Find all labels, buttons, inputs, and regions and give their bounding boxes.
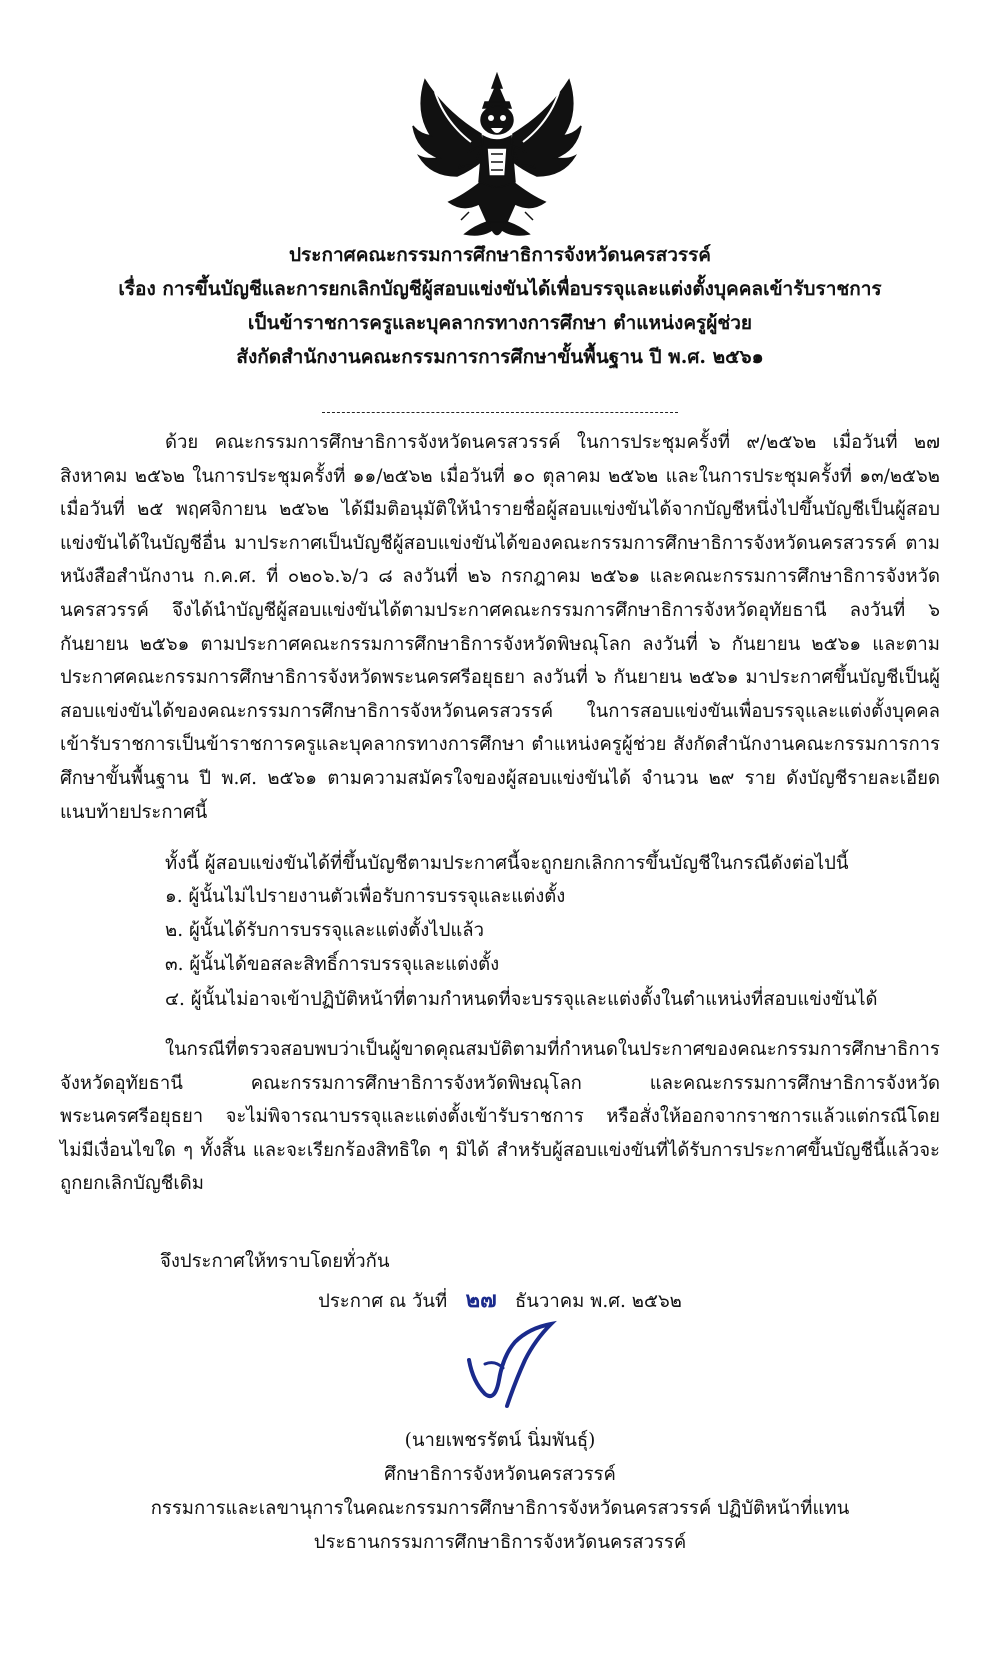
closing-text: จึงประกาศให้ทราบโดยทั่วกัน <box>160 1251 390 1272</box>
header-subject-line2: เป็นข้าราชการครูและบุคลากรทางการศึกษา ตำแหน่งครูผู้ช่วย <box>247 312 753 334</box>
body-paragraph-2: ทั้งนี้ ผู้สอบแข่งขันได้ที่ขึ้นบัญชีตามประกาศนี้จะถูกยกเลิกการขึ้นบัญชีในกรณีดังต่อไปนี้ <box>165 853 849 874</box>
signature-icon <box>455 1320 565 1410</box>
header-title: ประกาศคณะกรรมการศึกษาธิการจังหวัดนครสวรรค์ <box>288 244 712 266</box>
body-paragraph-3: ในกรณีที่ตรวจสอบพบว่าเป็นผู้ขาดคุณสมบัติตามที่กำหนดในประกาศของคณะกรรมการศึกษาธิการจังหวัดอุทัยธานี คณะกรรมการศึกษาธิการจังหวัดพิษณุโลก และคณะกรรมการศึกษาธิการจังหวัดพระนครศรีอยุธยา จะไม่พิจารณาบรรจุและแต่งตั้งเข้ารับราชการ หรือสั่งให้ออกจากราชการแล้วแต่กรณีโดยไม่มีเงื่อนไขใด ๆ ทั้งสิ้น และจะเรียกร้องสิทธิใด ๆ มิได้ สำหรับผู้สอบแข่งขันที่ได้รับการประกาศขึ้นบัญชีนี้แล้วจะถูกยกเลิกบัญชีเดิม <box>60 1039 940 1195</box>
date-suffix: ธันวาคม พ.ศ. ๒๕๖๒ <box>515 1291 682 1312</box>
signatory-position-acting: กรรมการและเลขานุการในคณะกรรมการศึกษาธิการจังหวัดนครสวรรค์ ปฏิบัติหน้าที่แทน <box>150 1498 850 1519</box>
signatory-position: ศึกษาธิการจังหวัดนครสวรรค์ <box>384 1464 616 1485</box>
date-day: ๒๗ <box>465 1288 497 1313</box>
header-divider <box>322 412 678 413</box>
condition-item: ๒. ผู้นั้นได้รับการบรรจุและแต่งตั้งไปแล้ว <box>165 920 484 941</box>
body-paragraph-1: ด้วย คณะกรรมการศึกษาธิการจังหวัดนครสวรรค์ ในการประชุมครั้งที่ ๙/๒๕๖๒ เมื่อวันที่ ๒๗ สิงหาคม ๒๕๖๒ ในการประชุมครั้งที่ ๑๑/๒๕๖๒ เมื่อวันที่ ๑๐ ตุลาคม ๒๕๖๒ และในการประชุมครั้งที่ ๑๓/๒๕๖๒ เมื่อวันที่ ๒๕ พฤศจิกายน ๒๕๖๒ ได้มีมติอนุมัติให้นำรายชื่อผู้สอบแข่งขันได้จากบัญชีหนึ่งไปขึ้นบัญชีเป็นผู้สอบแข่งขันได้ในบัญชีอื่น มาประกาศเป็นบัญชีผู้สอบแข่งขันได้ของคณะกรรมการศึกษาธิการจังหวัดนครสวรรค์ ตามหนังสือสำนักงาน ก.ค.ศ. ที่ ๐๒๐๖.๖/ว ๘ ลงวันที่ ๒๖ กรกฎาคม ๒๕๖๑ และคณะกรรมการศึกษาธิการจังหวัดนครสวรรค์ จึงได้นำบัญชีผู้สอบแข่งขันได้ตามประกาศคณะกรรมการศึกษาธิการจังหวัดอุทัยธานี ลงวันที่ ๖ กันยายน ๒๕๖๑ ตามประกาศคณะกรรมการศึกษาธิการจังหวัดพิษณุโลก ลงวันที่ ๖ กันยายน ๒๕๖๑ และตามประกาศคณะกรรมการศึกษาธิการจังหวัดพระนครศรีอยุธยา ลงวันที่ ๖ กันยายน ๒๕๖๑ มาประกาศขึ้นบัญชีเป็นผู้สอบแข่งขันได้ของคณะกรรมการศึกษาธิการจังหวัดนครสวรรค์ ในการสอบแข่งขันเพื่อบรรจุและแต่งตั้งบุคคลเข้ารับราชการเป็นข้าราชการครูและบุคลากรทางการศึกษา ตำแหน่งครูผู้ช่วย สังกัดสำนักงานคณะกรรมการการศึกษาขั้นพื้นฐาน ปี พ.ศ. ๒๕๖๑ ตามความสมัครใจของผู้สอบแข่งขันได้ จำนวน ๒๙ ราย ดังบัญชีรายละเอียดแนบท้ายประกาศนี้ <box>60 432 940 823</box>
condition-item: ๓. ผู้นั้นได้ขอสละสิทธิ์การบรรจุและแต่งตั้ง <box>165 954 500 975</box>
date-prefix: ประกาศ ณ วันที่ <box>318 1291 448 1312</box>
condition-item: ๔. ผู้นั้นไม่อาจเข้าปฏิบัติหน้าที่ตามกำหนดที่จะบรรจุและแต่งตั้งในตำแหน่งที่สอบแข่งขันได้ <box>165 989 878 1010</box>
signatory-position-chair: ประธานกรรมการศึกษาธิการจังหวัดนครสวรรค์ <box>313 1532 687 1553</box>
header-subject-line3: สังกัดสำนักงานคณะกรรมการการศึกษาขั้นพื้นฐาน ปี พ.ศ. ๒๕๖๑ <box>236 346 764 368</box>
condition-item: ๑. ผู้นั้นไม่ไปรายงานตัวเพื่อรับการบรรจุและแต่งตั้ง <box>165 886 566 907</box>
garuda-emblem-icon <box>405 72 590 247</box>
header-subject: เรื่อง การขึ้นบัญชีและการยกเลิกบัญชีผู้สอบแข่งขันได้เพื่อบรรจุและแต่งตั้งบุคคลเข้ารับราชการ <box>118 278 882 300</box>
signatory-name: (นายเพชรรัตน์ นิ่มพันธุ์) <box>404 1430 596 1451</box>
announcement-date <box>0 1284 1000 1319</box>
